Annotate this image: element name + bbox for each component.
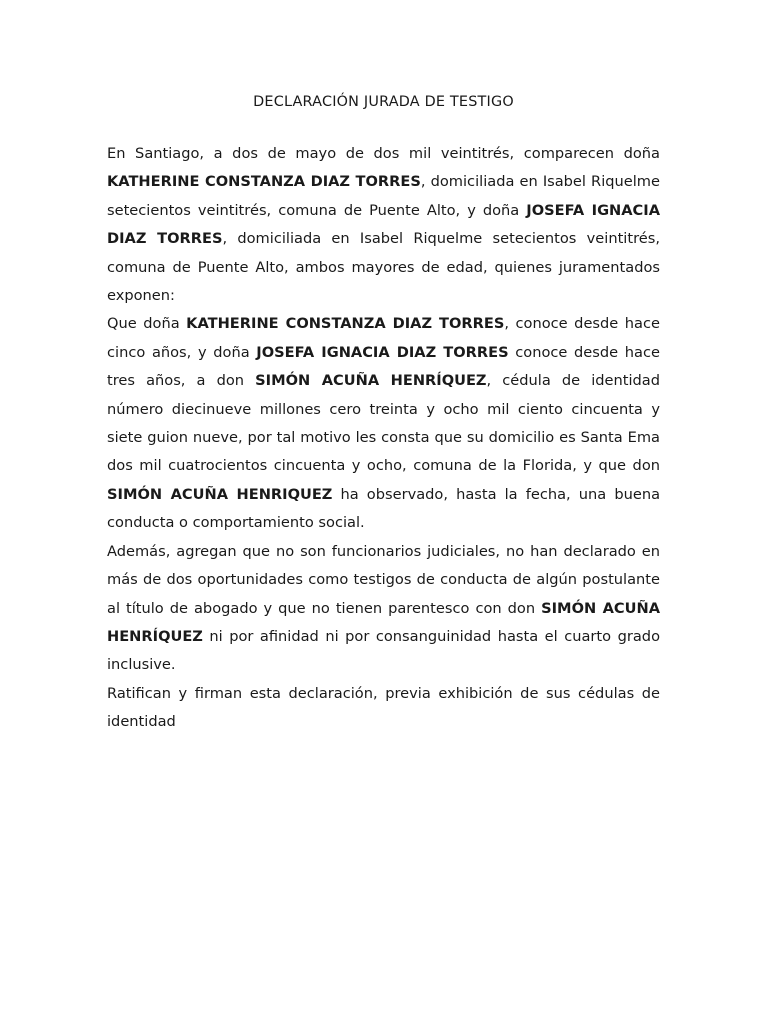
paragraph-text: Además, agregan que no son funcionarios judiciales, no han declarado en más de dos oportunidades como testigos de conducta de algún postulante al título de abogado y que no tienen parentesco con don — [107, 542, 660, 617]
document-title: DECLARACIÓN JURADA DE TESTIGO — [253, 94, 514, 110]
paragraph-text: Ratifican y firman esta declaración, previa exhibición de sus cédulas de identidad — [107, 684, 660, 731]
subject-name: SIMÓN ACUÑA HENRÍQUEZ — [107, 599, 661, 645]
paragraph-text: , cédula de identidad número diecinueve millones cero treinta y ocho mil ciento cincuenta y siete guion nueve, por tal motivo les consta que su domicilio es Santa Ema dos mil cuatrocientos cincuenta y ocho, comuna de la Florida, y que don — [107, 372, 661, 475]
witness-name-katherine: KATHERINE CONSTANZA DIAZ TORRES — [107, 173, 421, 191]
paragraph-text: ni por afinidad ni por consanguinidad hasta el cuarto grado inclusive. — [107, 627, 660, 674]
witness-name-katherine: KATHERINE CONSTANZA DIAZ TORRES — [186, 315, 505, 333]
paragraph-text: ha observado, hasta la fecha, una buena conducta o comportamiento social. — [107, 485, 661, 532]
paragraph-declaracion — [107, 310, 660, 537]
witness-name-josefa: JOSEFA IGNACIA DIAZ TORRES — [256, 343, 509, 361]
paragraph-text: , domiciliada en Isabel Riquelme setecientos veintitrés, comuna de Puente Alto, y doña — [107, 173, 660, 219]
paragraph-text: Que doña — [107, 315, 187, 333]
paragraph-ademas — [107, 538, 660, 680]
paragraph-text: , conoce desde hace cinco años, y doña — [107, 315, 660, 361]
witness-name-josefa: JOSEFA IGNACIA DIAZ TORRES — [107, 201, 660, 248]
paragraph-comparecencia — [107, 140, 660, 310]
subject-name: SIMÓN ACUÑA HENRÍQUEZ — [255, 372, 487, 390]
paragraph-text: , domiciliada en Isabel Riquelme setecientos veintitrés, comuna de Puente Alto, ambos mayores de edad, quienes juramentados exponen: — [107, 230, 660, 305]
paragraph-ratificacion — [107, 680, 660, 737]
paragraph-text: conoce desde hace tres años, a don — [107, 343, 660, 390]
subject-name: SIMÓN ACUÑA HENRIQUEZ — [107, 485, 333, 503]
paragraph-text: En Santiago, a dos de mayo de dos mil veintitrés, comparecen doña — [107, 145, 660, 162]
